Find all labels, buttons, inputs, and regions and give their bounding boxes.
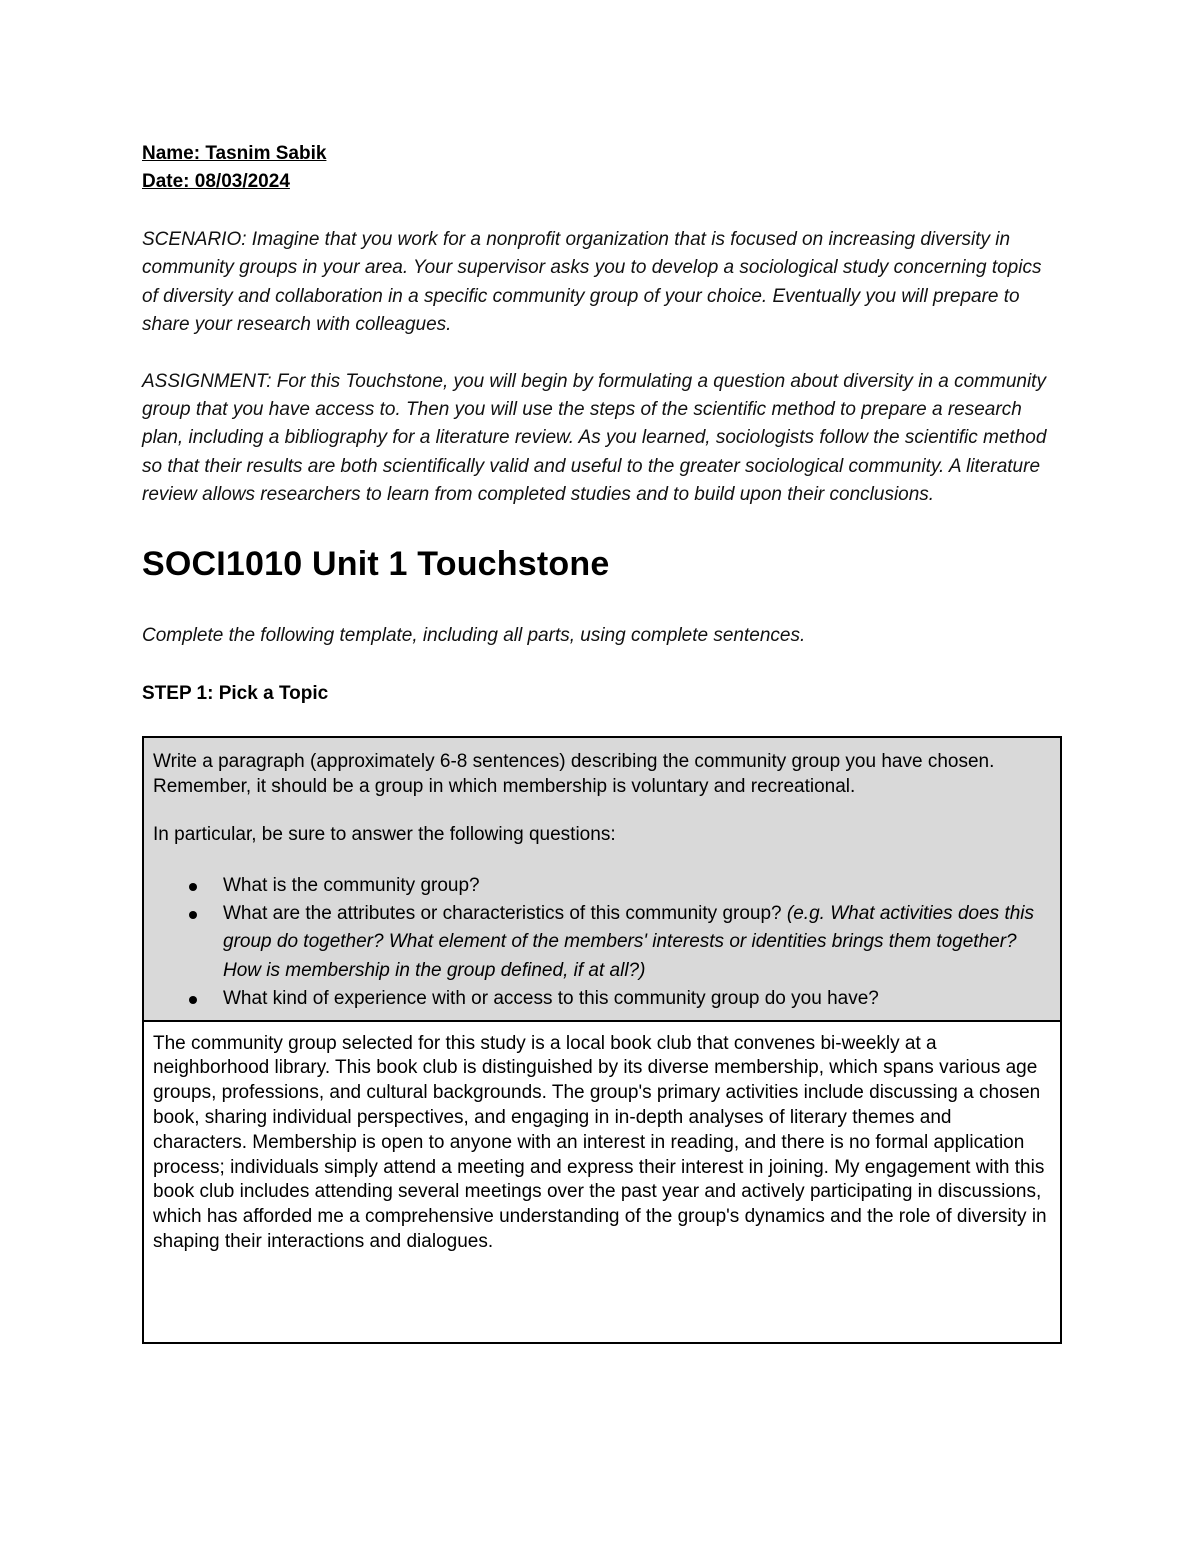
instructions-text: Complete the following template, including all parts, using complete sentences. — [142, 624, 806, 646]
list-item — [223, 872, 1050, 900]
question-text: What is the community group? — [223, 874, 480, 896]
question-text: What kind of experience with or access to this community group do you have? — [223, 988, 879, 1010]
bullet-icon — [189, 883, 197, 891]
question-text: What are the attributes or characteristics of this community group? — [223, 902, 787, 924]
prompt-intro: Write a paragraph (approximately 6-8 sentences) describing the community group you have chosen. Remember, it should be a group in which membership is voluntary and recreational. — [153, 751, 995, 797]
step1-heading: STEP 1: Pick a Topic — [142, 683, 329, 705]
document-title: SOCI1010 Unit 1 Touchstone — [142, 544, 610, 583]
assignment-paragraph: ASSIGNMENT: For this Touchstone, you will begin by formulating a question about diversity in a community group that you have access to. Then you will use the steps of the scientific method to prepare a research plan, including a bibliography for a literature review. As you learned, sociologists follow the scientific method so that their results are both scientifically valid and useful to the greater sociological community. A literature review allows researchers to learn from completed studies and to build upon their conclusions. — [142, 370, 1047, 506]
prompt-lead: In particular, be sure to answer the following questions: — [153, 824, 616, 846]
bullet-icon — [189, 911, 197, 919]
step1-prompt-cell — [144, 738, 1060, 1022]
bullet-icon — [189, 996, 197, 1004]
response-text: The community group selected for this study is a local book club that convenes bi-weekly at a neighborhood library. This book club is distinguished by its diverse membership, which spans various age groups, professions, and cultural backgrounds. The group's primary activities include discussing a chosen book, sharing individual perspectives, and engaging in in-depth analyses of literary themes and characters. Membership is open to anyone with an interest in reading, and there is no formal application process; individuals simply attend a meeting and express their interest in joining. My engagement with this book club includes attending several meetings over the past year and actively participating in discussions, which has afforded me a comprehensive understanding of the group's dynamics and the role of diversity in shaping their interactions and dialogues. — [153, 1032, 1047, 1252]
step1-table — [142, 736, 1062, 1344]
step1-response-cell[interactable] — [144, 1022, 1060, 1342]
question-example: (e.g. What activities does this group do together? What element of the members' interests or identities brings them together? How is membership in the group defined, if at all?) — [223, 902, 1035, 981]
list-item — [223, 985, 1050, 1013]
name-line: Name: Tasnim Sabik — [142, 143, 327, 164]
question-list — [153, 872, 1050, 1014]
date-line: Date: 08/03/2024 — [142, 171, 290, 192]
document-page — [142, 140, 1062, 1344]
list-item — [223, 900, 1050, 985]
scenario-paragraph: SCENARIO: Imagine that you work for a nonprofit organization that is focused on increasing diversity in community groups in your area. Your supervisor asks you to develop a sociological study concerning topics of diversity and collaboration in a specific community group of your choice. Eventually you will prepare to share your research with colleagues. — [142, 229, 1042, 336]
